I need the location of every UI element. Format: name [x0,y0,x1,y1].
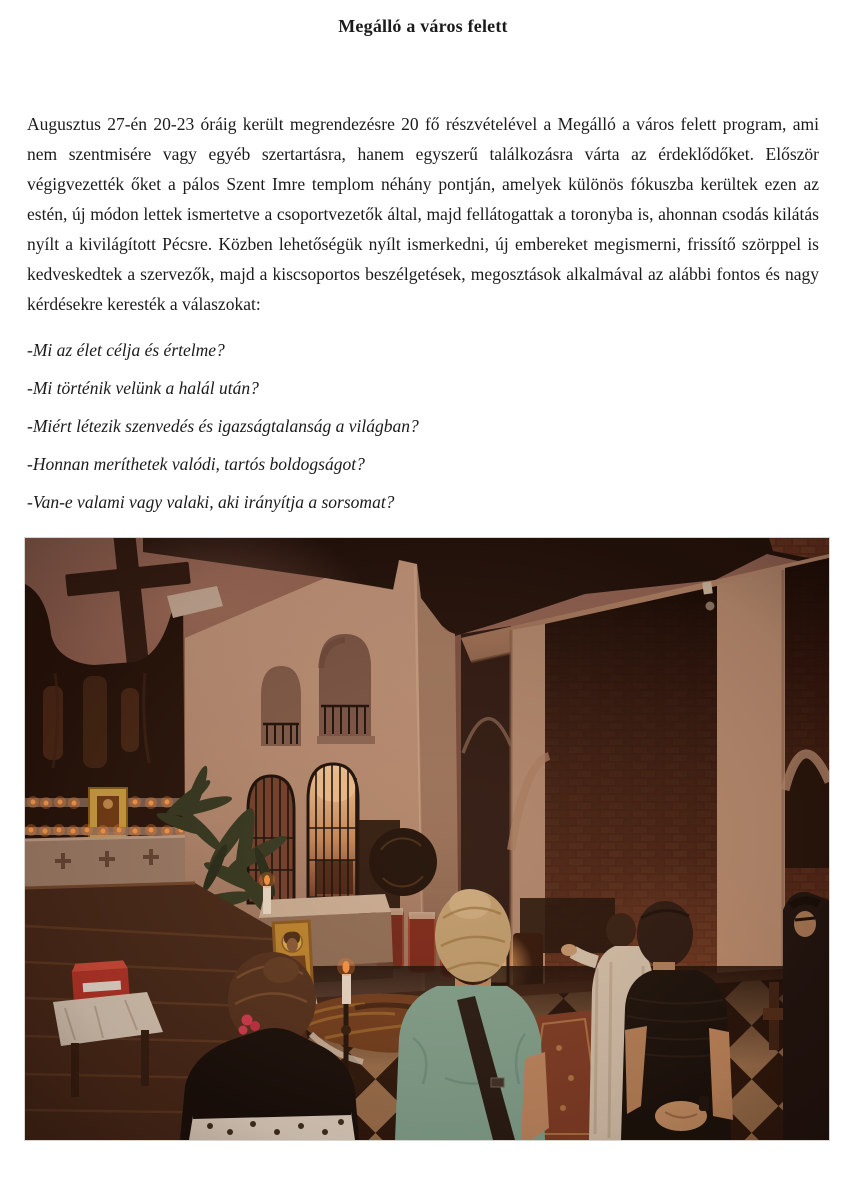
questions-list [27,339,819,513]
question-item: -Honnan meríthetek valódi, tartós boldogságot? [27,454,365,474]
church-photo [24,537,830,1141]
photo-vignette [25,538,829,1140]
question-item: -Miért létezik szenvedés és igazságtalanság a világban? [27,416,419,436]
question-item: -Mi az élet célja és értelme? [27,340,225,360]
body-paragraph: Augusztus 27-én 20-23 óráig került megrendezésre 20 fő részvételével a Megálló a város felett program, ami nem szentmisére vagy egyéb szertartásra, hanem egyszerű találkozásra várta az érdeklődőket. Először végigvezették őket a pálos Szent Imre templom néhány pontján, amelyek különös fókuszba kerültek ezen az estén, új módon lettek ismertetve a csoportvezetők által, majd fellátogattak a toronyba is, ahonnan csodás kilátás nyílt a kivilágított Pécsre. Közben lehetőségük nyílt ismerkedni, új embereket megismerni, frissítő szörppel is kedveskedtek a szervezők, majd a kiscsoportos beszélgetések, megosztások alkalmával az alábbi fontos és nagy kérdésekre keresték a válaszokat: [27,114,819,314]
page-title: Megálló a város felett [338,16,508,36]
question-item: -Mi történik velünk a halál után? [27,378,259,398]
question-item: -Van-e valami vagy valaki, aki irányítja a sorsomat? [27,492,395,512]
